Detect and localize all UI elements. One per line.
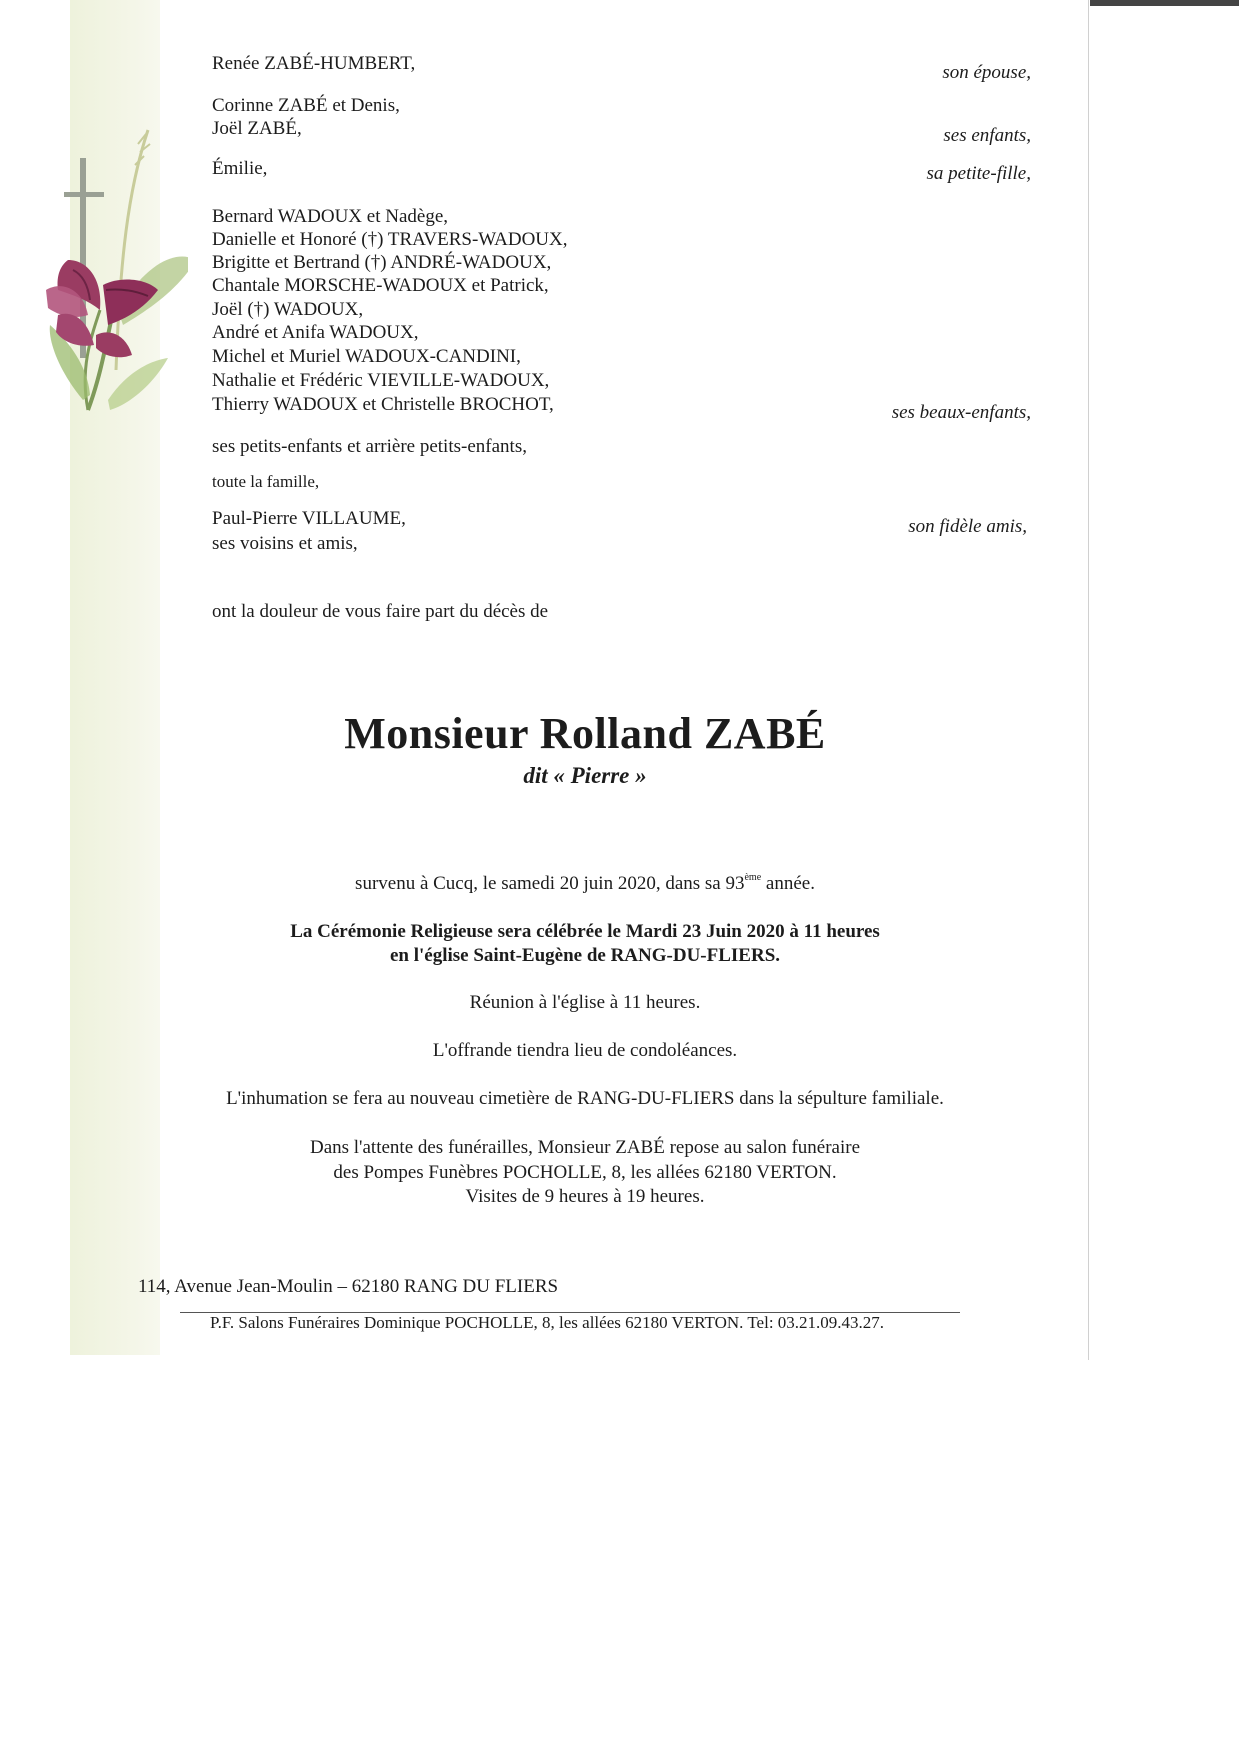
address-text: 114, Avenue Jean-Moulin – 62180 RANG DU FLIERS (138, 1276, 559, 1297)
family-line: Danielle et Honoré (†) TRAVERS-WADOUX, (212, 229, 568, 250)
family-line: Brigitte et Bertrand (†) ANDRÉ-WADOUX, (212, 252, 552, 273)
ordinal-suffix: ème (744, 872, 762, 883)
family-line: Bernard WADOUX et Nadège, (212, 206, 449, 227)
rest-line: Dans l'attente des funérailles, Monsieur ZABÉ repose au salon funéraire (309, 1137, 861, 1158)
family-line: Chantale MORSCHE-WADOUX et Patrick, (212, 275, 549, 296)
family-line: Michel et Muriel WADOUX-CANDINI, (212, 346, 521, 367)
announcement-text: ont la douleur de vous faire part du décès de (212, 601, 549, 622)
offering-text: L'offrande tiendra lieu de condoléances. (432, 1040, 738, 1061)
family-line: Joël ZABÉ, (212, 118, 302, 139)
death-text-end: année. (761, 873, 815, 894)
family-line: Nathalie et Frédéric VIEVILLE-WADOUX, (212, 370, 550, 391)
family-line: Joël (†) WADOUX, (212, 299, 364, 320)
meeting-text: Réunion à l'église à 11 heures. (469, 992, 701, 1013)
death-details (0, 872, 1170, 895)
family-line: Paul-Pierre VILLAUME, (212, 508, 406, 529)
ceremony-line: en l'église Saint-Eugène de RANG-DU-FLIERS. (389, 945, 781, 966)
family-line: ses voisins et amis, (212, 533, 358, 554)
family-line: André et Anifa WADOUX, (212, 322, 419, 343)
family-line: Émilie, (212, 158, 268, 179)
lily-cross-illustration (28, 110, 188, 470)
relation-label: son épouse, (942, 62, 1031, 83)
family-line: ses petits-enfants et arrière petits-enfants, (212, 436, 527, 457)
family-line: toute la famille, (212, 472, 320, 491)
relation-label: ses enfants, (943, 125, 1031, 146)
funeral-home-footer: P.F. Salons Funéraires Dominique POCHOLLE, 8, les allées 62180 VERTON. Tel: 03.21.09.43.27. (210, 1313, 885, 1332)
rest-line: Visites de 9 heures à 19 heures. (465, 1186, 705, 1207)
family-line: Renée ZABÉ-HUMBERT, (212, 53, 416, 74)
ceremony-line: La Cérémonie Religieuse sera célébrée le Mardi 23 Juin 2020 à 11 heures (290, 921, 880, 942)
burial-text: L'inhumation se fera au nouveau cimetière de RANG-DU-FLIERS dans la sépulture familiale. (226, 1088, 944, 1109)
scan-edge-mark (1090, 0, 1239, 6)
relation-label: ses beaux-enfants, (891, 402, 1031, 423)
death-text: survenu à Cucq, le samedi 20 juin 2020, dans sa 93 (355, 873, 745, 894)
rest-line: des Pompes Funèbres POCHOLLE, 8, les allées 62180 VERTON. (333, 1162, 837, 1183)
deceased-name: Monsieur Rolland ZABÉ (344, 709, 826, 758)
family-line: Thierry WADOUX et Christelle BROCHOT, (212, 394, 554, 415)
relation-label: son fidèle amis, (908, 516, 1027, 537)
deceased-alias: dit « Pierre » (523, 763, 647, 788)
family-line: Corinne ZABÉ et Denis, (212, 95, 400, 116)
relation-label: sa petite-fille, (926, 163, 1031, 184)
